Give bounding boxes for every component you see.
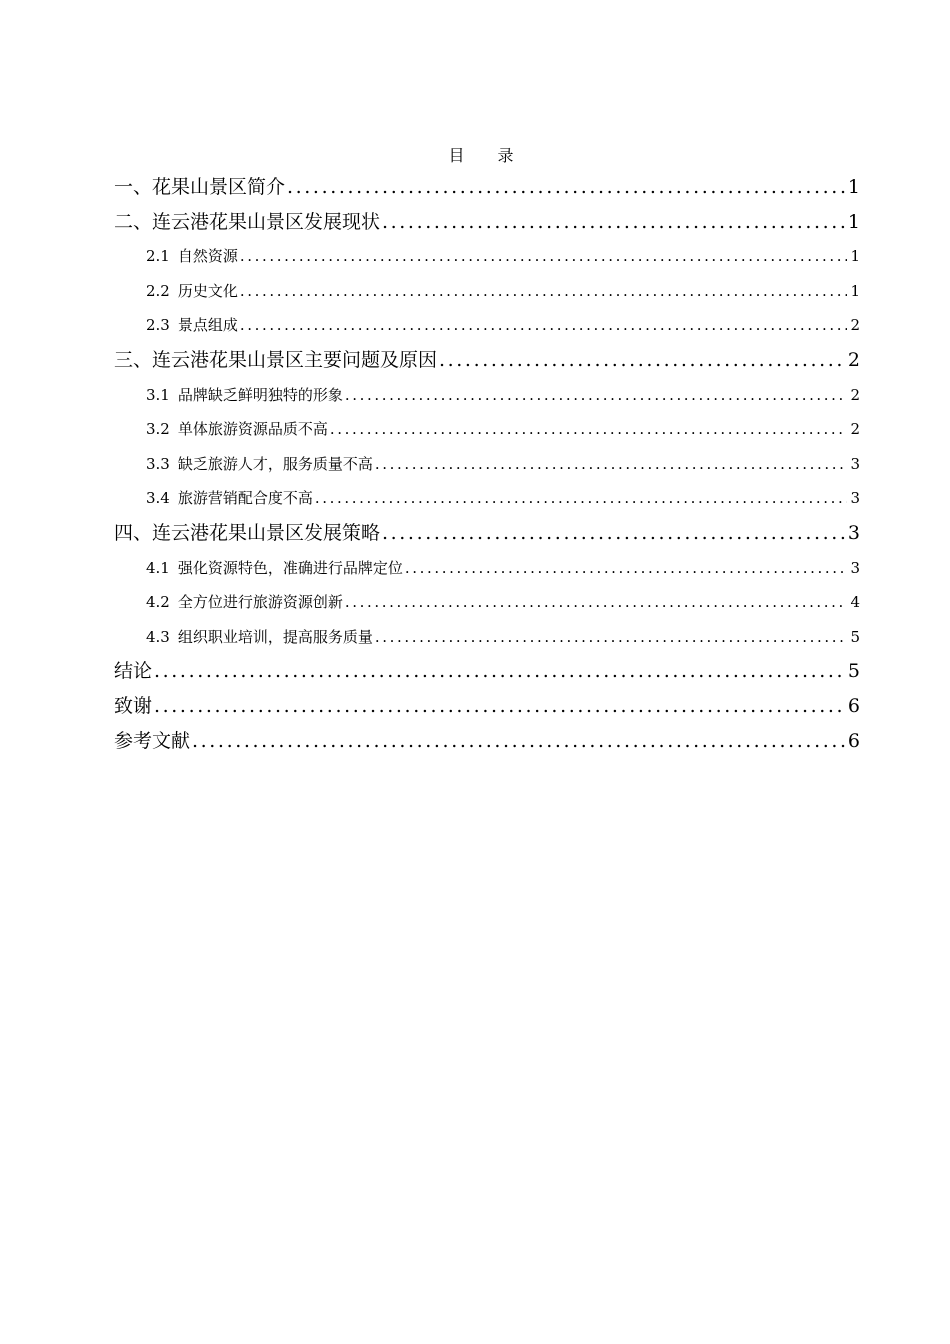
toc-entry-label [146, 620, 373, 655]
toc-dot-leader [375, 620, 847, 655]
toc-dot-leader [287, 170, 845, 205]
toc-entry-title: 全方位进行旅游资源创新 [177, 593, 343, 612]
toc-entry-chapter[interactable] [114, 170, 860, 205]
toc-entry-section[interactable] [114, 585, 860, 620]
toc-entry-number: 2.1 [146, 247, 170, 266]
toc-page-number: 2 [850, 420, 860, 439]
toc-entry-label [114, 724, 190, 759]
toc-entry-title: 组织职业培训，提高服务质量 [177, 627, 373, 646]
toc-entry-label [114, 343, 437, 378]
toc-entry-label [146, 585, 343, 620]
toc-entry-title: 自然资源 [177, 247, 238, 266]
toc-dot-leader [382, 516, 845, 551]
toc-entry-section[interactable] [114, 551, 860, 586]
toc-entry-number: 2.3 [146, 316, 170, 335]
toc-page-number: 2 [850, 316, 860, 335]
toc-entry-section[interactable] [114, 412, 860, 447]
toc-entry-label [146, 239, 238, 274]
toc-dot-leader [345, 585, 847, 620]
toc-entry-title: 单体旅游资源品质不高 [177, 420, 328, 439]
toc-entry-label [114, 689, 152, 724]
toc-entry-section[interactable] [114, 308, 860, 343]
toc-dot-leader [240, 308, 847, 343]
toc-entry-chapter[interactable] [114, 724, 860, 759]
toc-page-number: 6 [847, 694, 860, 717]
toc-entry-title: 旅游营销配合度不高 [177, 489, 313, 508]
toc-page-number: 2 [850, 385, 860, 404]
toc-dot-leader [375, 447, 847, 482]
toc-page-number: 3 [850, 489, 860, 508]
toc-entry-number: 3.4 [146, 489, 170, 508]
toc-entry-label [114, 516, 380, 551]
toc-entry-chapter[interactable] [114, 516, 860, 551]
toc-dot-leader [154, 654, 845, 689]
toc-entry-number: 4.2 [146, 593, 170, 612]
toc-entry-title: 致谢 [114, 694, 153, 717]
toc-entry-section[interactable] [114, 481, 860, 516]
toc-dot-leader [330, 412, 847, 447]
toc-dot-leader [192, 724, 845, 759]
toc-page-number: 3 [850, 558, 860, 577]
toc-entry-section[interactable] [114, 378, 860, 413]
toc-entry-number: 4.1 [146, 558, 170, 577]
toc-list [114, 170, 860, 758]
toc-entry-chapter[interactable] [114, 689, 860, 724]
toc-entry-label [146, 447, 373, 482]
toc-page-number: 1 [847, 176, 860, 198]
toc-entry-title: 三、连云港花果山景区主要问题及原因 [114, 348, 438, 371]
toc-entry-title: 二、连云港花果山景区发展现状 [114, 210, 381, 233]
toc-entry-label [146, 481, 313, 516]
toc-page-number: 6 [847, 729, 860, 752]
toc-dot-leader [382, 205, 845, 240]
toc-page-number: 1 [847, 210, 860, 233]
toc-dot-leader [240, 274, 847, 309]
toc-entry-label [146, 412, 328, 447]
toc-entry-label [146, 274, 238, 309]
toc-entry-label [114, 170, 285, 205]
toc-page-number: 3 [850, 454, 860, 473]
toc-page-number: 1 [850, 247, 860, 266]
toc-page-number: 2 [847, 348, 860, 371]
toc-entry-title: 参考文献 [114, 729, 191, 752]
toc-entry-title: 景点组成 [177, 316, 238, 335]
toc-entry-section[interactable] [114, 620, 860, 655]
toc-entry-label [114, 205, 380, 240]
toc-entry-title: 历史文化 [177, 281, 238, 300]
toc-entry-title: 缺乏旅游人才，服务质量不高 [177, 454, 373, 473]
toc-entry-title: 品牌缺乏鲜明独特的形象 [177, 385, 343, 404]
toc-page-number: 4 [850, 593, 860, 612]
toc-dot-leader [439, 343, 845, 378]
toc-entry-number: 3.2 [146, 420, 170, 439]
toc-entry-number: 2.2 [146, 281, 170, 300]
toc-dot-leader [240, 239, 847, 274]
toc-page-number: 3 [847, 521, 860, 544]
toc-entry-chapter[interactable] [114, 654, 860, 689]
toc-entry-title: 强化资源特色，准确进行品牌定位 [177, 558, 403, 577]
toc-entry-number: 4.3 [146, 627, 170, 646]
toc-entry-section[interactable] [114, 447, 860, 482]
toc-entry-label [146, 308, 238, 343]
toc-dot-leader [315, 481, 847, 516]
toc-page-number: 5 [850, 627, 860, 646]
toc-entry-chapter[interactable] [114, 343, 860, 378]
toc-dot-leader [345, 378, 847, 413]
toc-entry-title: 四、连云港花果山景区发展策略 [114, 521, 381, 544]
toc-entry-label [146, 551, 403, 586]
toc-entry-title: 结论 [114, 660, 153, 683]
toc-title: 目 录 [448, 146, 528, 165]
toc-entry-section[interactable] [114, 274, 860, 309]
toc-entry-chapter[interactable] [114, 205, 860, 240]
toc-page-number: 5 [847, 660, 860, 683]
toc-entry-number: 3.1 [146, 385, 170, 404]
toc-dot-leader [405, 551, 847, 586]
toc-dot-leader [154, 689, 845, 724]
toc-entry-section[interactable] [114, 239, 860, 274]
toc-entry-label [146, 378, 343, 413]
toc-page-number: 1 [850, 281, 860, 300]
toc-entry-label [114, 654, 152, 689]
toc-entry-number: 3.3 [146, 454, 170, 473]
toc-entry-title: 一、花果山景区简介 [114, 176, 286, 198]
